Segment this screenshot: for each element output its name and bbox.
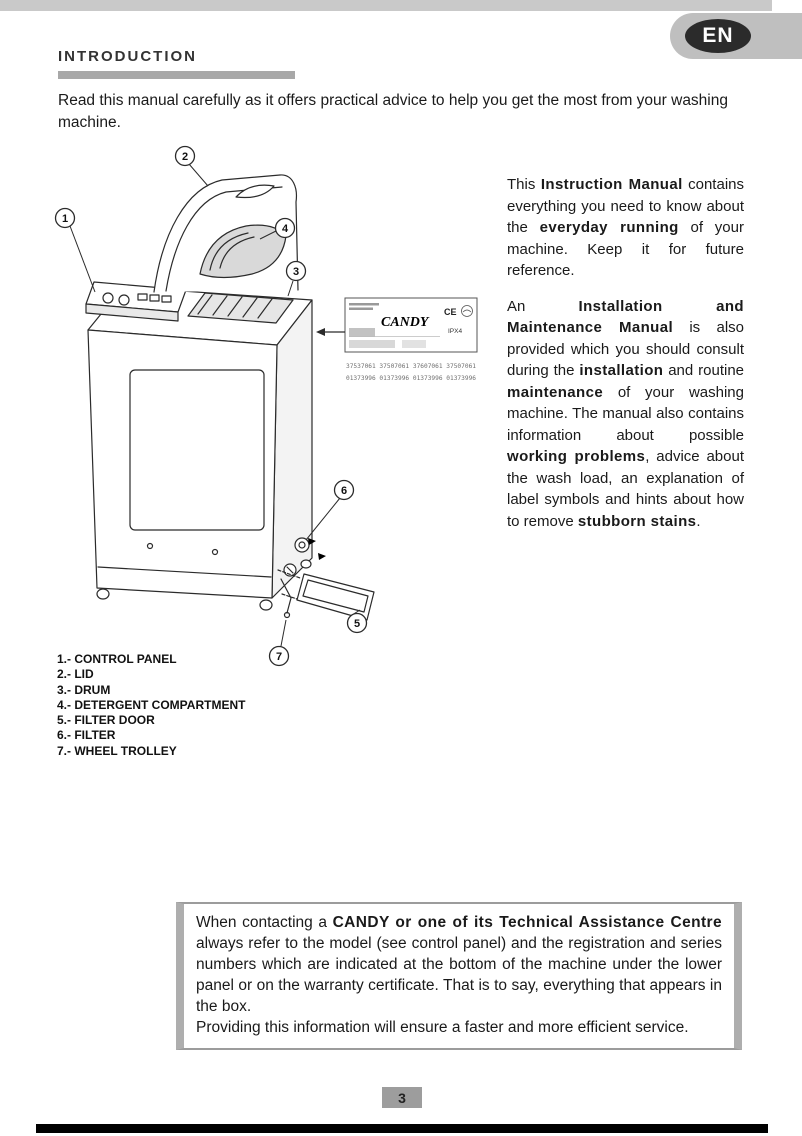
parts-list-item-1: 1.- CONTROL PANEL (57, 652, 177, 666)
svg-text:5: 5 (353, 618, 361, 630)
top-decoration-bar (0, 0, 772, 11)
service-notice-box (176, 902, 742, 1050)
serial-codes-row1: 37537061 37507061 37607061 37507061 (346, 363, 477, 370)
candy-logo: CANDY (381, 315, 429, 330)
svg-text:7: 7 (275, 651, 283, 663)
parts-list-item-7: 7.- WHEEL TROLLEY (57, 743, 177, 758)
parts-list-item-6: 6.- FILTER (57, 728, 116, 743)
callout-6 (306, 481, 354, 541)
svg-text:6: 6 (340, 485, 348, 497)
service-notice-paragraph-2: Providing this information will ensure a faster and more efficient service. (196, 1019, 689, 1036)
svg-text:3: 3 (292, 266, 300, 278)
machine-body (86, 175, 374, 620)
service-notice-paragraph: When contacting a CANDY or one of its Technical Assistance Centre always refer to the model (see control panel) and the registration and series numbers which are indicated at the bottom of the machine under the lower panel or on the warranty certificate. That is to say, everything that appears in the box. (196, 914, 722, 1015)
svg-text:4: 4 (281, 223, 289, 235)
open-lid-drawing (154, 175, 298, 292)
washing-machine-illustration (50, 142, 495, 682)
svg-text:2: 2 (181, 151, 189, 163)
parts-list-item-2: 2.- LID (57, 667, 94, 682)
title-underline (58, 71, 295, 79)
language-badge: EN (685, 19, 751, 53)
plate-pointer-arrow (316, 328, 325, 336)
intro-paragraph: Read this manual carefully as it offers practical advice to help you get the most from your washing machine. (58, 92, 728, 131)
callout-7 (270, 620, 289, 666)
parts-list-item-4: 4.- DETERGENT COMPARTMENT (57, 697, 246, 712)
serial-codes-row2: 01373996 01373996 01373996 01373996 (346, 375, 477, 382)
front-door-panel (130, 370, 264, 530)
callout-2 (176, 147, 209, 187)
parts-list-item-3: 3.- DRUM (57, 682, 111, 697)
bottom-decoration-bar (36, 1124, 768, 1133)
parts-list-item-5: 5.- FILTER DOOR (57, 713, 155, 728)
page-title: INTRODUCTION (58, 48, 197, 65)
rating-plate (316, 298, 477, 382)
installation-manual-paragraph: An Installation and Maintenance Manual is also provided which you should consult during the installation and routine maintenance of your washing machine. The manual also contains information about possible working problems, advice about the wash load, an explanation of label symbols and hints about how to remove stubborn stains. (507, 297, 745, 530)
description-column (507, 174, 744, 546)
washing-machine-diagram (50, 142, 495, 682)
callout-1 (56, 209, 96, 293)
svg-text:1: 1 (61, 213, 69, 225)
language-tab (670, 13, 802, 59)
parts-list (57, 652, 245, 759)
ce-mark: CE (444, 307, 457, 317)
arrow-marker (318, 553, 326, 560)
instruction-manual-paragraph: This Instruction Manual contains everything you need to know about the everyday running of your machine. Keep it for future reference. (507, 176, 744, 279)
page-number-badge: 3 (382, 1087, 422, 1108)
ip-rating: IPX4 (448, 328, 463, 335)
